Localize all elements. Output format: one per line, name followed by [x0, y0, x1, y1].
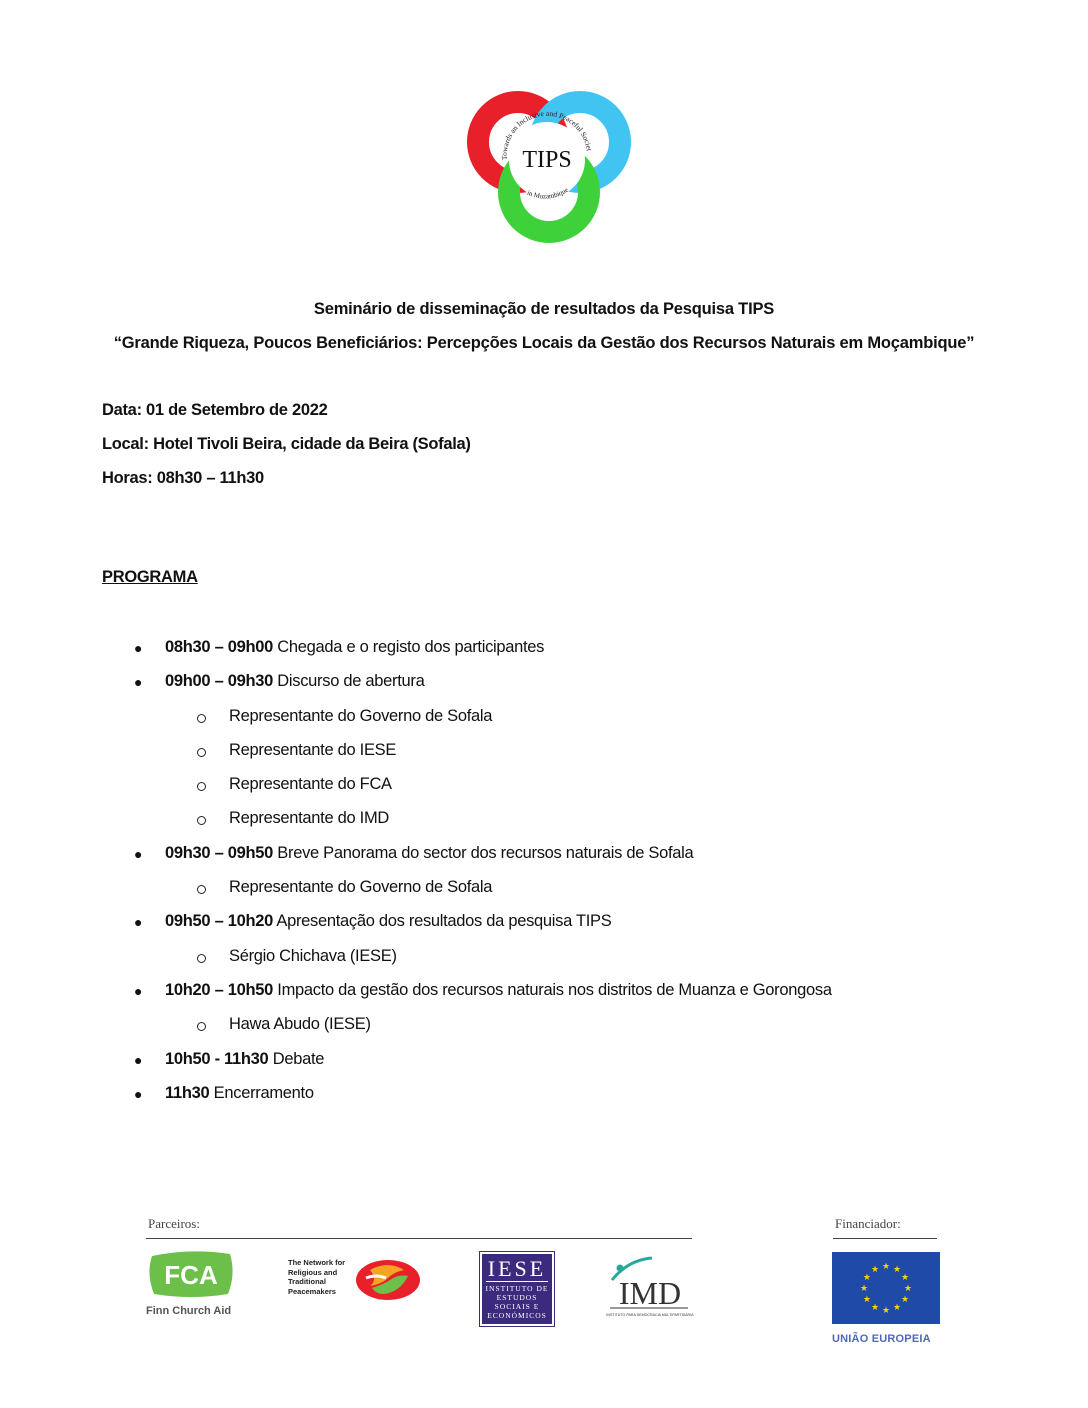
bullet-icon: ●: [134, 1051, 143, 1068]
schedule-time: 09h00 – 09h30: [165, 672, 274, 691]
circle-bullet-icon: [197, 954, 206, 963]
schedule-time: 09h50 – 10h20: [165, 912, 274, 931]
schedule-time: 10h50 - 11h30: [165, 1049, 269, 1068]
iese-line-4: ECONÓMICOS: [487, 1311, 547, 1320]
fca-logo: [146, 1250, 266, 1320]
partners-divider: [146, 1238, 692, 1239]
subitem-text: Representante do FCA: [229, 775, 392, 794]
subitem-text: Sérgio Chichava (IESE): [229, 946, 397, 965]
circle-bullet-icon: [197, 816, 206, 825]
eu-star-icon: ★: [862, 1295, 871, 1305]
eu-star-icon: ★: [870, 1264, 880, 1275]
iese-line-1: INSTITUTO DE: [485, 1284, 549, 1293]
bullet-icon: ●: [134, 914, 143, 931]
circle-bullet-icon: [197, 748, 206, 757]
imd-tagline: INSTITUTO PARA DEMOCRACIA MULTIPARTIDÁRIA: [606, 1313, 694, 1317]
network-line-4: Peacemakers: [288, 1286, 336, 1296]
circle-bullet-icon: [197, 885, 206, 894]
logo-title: TIPS: [522, 147, 572, 173]
schedule-subitem: [0, 945, 1088, 979]
network-logo: [288, 1258, 428, 1308]
logo-ring-text: Towards an Inclusive and Peaceful Societ: [499, 108, 594, 161]
eu-star-icon: ★: [881, 1262, 891, 1272]
schedule-subitem: [0, 1013, 1088, 1047]
circle-bullet-icon: [197, 714, 206, 723]
fca-mark: FCA: [164, 1260, 218, 1290]
schedule-subitem: [0, 807, 1088, 841]
eu-name: UNIÃO EUROPEIA: [832, 1333, 931, 1345]
schedule-subitem: [0, 876, 1088, 910]
subitem-text: Hawa Abudo (IESE): [229, 1015, 371, 1034]
page-subtitle: “Grande Riqueza, Poucos Beneficiários: Percepções Locais da Gestão dos Recursos Naturais em Moçambique”: [113, 334, 975, 352]
bullet-icon: ●: [134, 982, 143, 999]
iese-mark: IESE: [487, 1256, 547, 1281]
schedule-item: [0, 636, 1088, 670]
iese-line-3: SOCIAIS E: [494, 1302, 540, 1311]
schedule-desc: Breve Panorama do sector dos recursos naturais de Sofala: [273, 843, 694, 862]
footer-logos: [120, 1208, 980, 1348]
eu-logo: [832, 1252, 940, 1345]
subitem-text: Representante do Governo de Sofala: [229, 878, 493, 897]
partners-label: Parceiros:: [148, 1216, 200, 1231]
event-hours: Horas: 08h30 – 11h30: [102, 469, 264, 487]
schedule-item: [0, 910, 1088, 944]
schedule-desc: Impacto da gestão dos recursos naturais nos distritos de Muanza e Gorongosa: [273, 980, 832, 999]
schedule-item: [0, 1048, 1088, 1082]
iese-line-2: ESTUDOS: [496, 1293, 538, 1302]
fca-name: Finn Church Aid: [146, 1305, 232, 1317]
programa-heading: PROGRAMA: [102, 568, 198, 586]
schedule-desc: Chegada e o registo dos participantes: [273, 638, 545, 656]
title-block: [0, 298, 1088, 354]
schedule-time: 10h20 – 10h50: [165, 980, 274, 999]
bullet-icon: ●: [134, 1085, 143, 1102]
imd-mark: IMD: [618, 1275, 682, 1311]
bullet-icon: ●: [134, 845, 143, 862]
schedule-list: [0, 636, 1088, 1116]
eu-star-icon: ★: [892, 1264, 902, 1275]
network-line-3: Traditional: [288, 1277, 326, 1286]
subitem-text: Representante do IESE: [229, 740, 397, 759]
network-line-1: The Network for: [288, 1258, 346, 1267]
eu-star-icon: ★: [903, 1284, 913, 1294]
schedule-item: [0, 1082, 1088, 1116]
circle-bullet-icon: [197, 1022, 206, 1031]
event-info: [102, 399, 471, 501]
logo-bottom-text: in Mozambique: [525, 185, 570, 201]
schedule-time: 08h30 – 09h00: [165, 638, 274, 656]
schedule-desc: Discurso de abertura: [273, 672, 425, 691]
event-date: Data: 01 de Setembro de 2022: [102, 401, 328, 419]
schedule-item: [0, 670, 1088, 704]
schedule-subitem: [0, 739, 1088, 773]
bullet-icon: ●: [134, 674, 143, 691]
funder-divider: [833, 1238, 937, 1239]
circle-bullet-icon: [197, 782, 206, 791]
eu-star-icon: ★: [862, 1273, 871, 1283]
schedule-subitem: [0, 773, 1088, 807]
schedule-time: 09h30 – 09h50: [165, 843, 274, 862]
schedule-time: 11h30: [165, 1083, 210, 1102]
schedule-desc: Encerramento: [209, 1083, 314, 1102]
iese-logo: [480, 1252, 554, 1326]
eu-star-icon: ★: [870, 1303, 880, 1314]
network-line-2: Religious and: [288, 1267, 338, 1277]
schedule-item: [0, 979, 1088, 1013]
eu-star-icon: ★: [859, 1284, 869, 1294]
event-location: Local: Hotel Tivoli Beira, cidade da Beira (Sofala): [102, 435, 471, 453]
tips-logo: [455, 80, 635, 250]
imd-logo: [598, 1256, 698, 1320]
eu-star-icon: ★: [892, 1303, 902, 1314]
schedule-desc: Debate: [268, 1049, 325, 1068]
page-title: Seminário de disseminação de resultados da Pesquisa TIPS: [313, 300, 775, 318]
subitem-text: Representante do Governo de Sofala: [229, 706, 493, 725]
eu-flag: [832, 1252, 940, 1324]
schedule-item: [0, 842, 1088, 876]
eu-star-icon: ★: [881, 1306, 891, 1316]
eu-star-icon: ★: [901, 1295, 910, 1305]
eu-star-icon: ★: [901, 1273, 910, 1283]
bullet-icon: ●: [134, 640, 143, 656]
subitem-text: Representante do IMD: [229, 809, 390, 828]
funder-label: Financiador:: [835, 1216, 901, 1231]
schedule-subitem: [0, 705, 1088, 739]
schedule-desc: Apresentação dos resultados da pesquisa TIPS: [273, 912, 612, 931]
network-emblem: [348, 1256, 422, 1304]
